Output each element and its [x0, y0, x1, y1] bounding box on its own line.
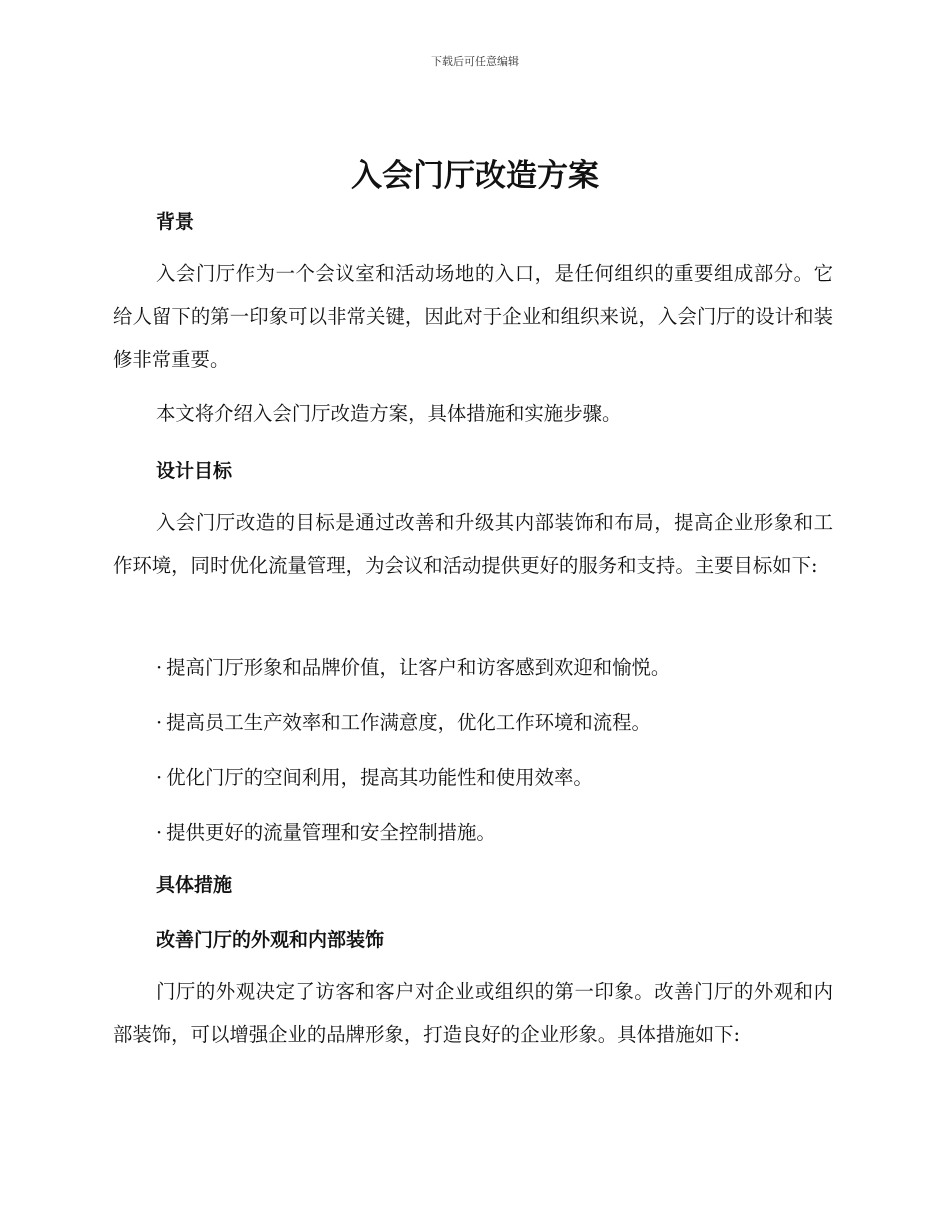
list-item	[156, 817, 496, 845]
bullet-marker: ·	[156, 766, 163, 789]
heading-goals: 设计目标	[156, 460, 233, 482]
heading-background: 背景	[156, 211, 195, 233]
paragraph-goals-1: 入会门厅改造的目标是通过改善和升级其内部装饰和布局，提高企业形象和工作环境，同时优化流量管理，为会议和活动提供更好的服务和支持。主要目标如下:	[113, 511, 833, 577]
list-item-text: 提高门厅形象和品牌价值，让客户和访客感到欢迎和愉悦。	[166, 656, 671, 679]
subheading-appearance: 改善门厅的外观和内部装饰	[156, 929, 385, 951]
list-item-text: 优化门厅的空间利用，提高其功能性和使用效率。	[166, 766, 593, 789]
list-item-text: 提供更好的流量管理和安全控制措施。	[166, 821, 496, 844]
paragraph-background-1: 入会门厅作为一个会议室和活动场地的入口，是任何组织的重要组成部分。它给人留下的第一印象可以非常关键，因此对于企业和组织来说，入会门厅的设计和装修非常重要。	[113, 262, 833, 371]
bullet-marker: ·	[156, 821, 163, 844]
list-item	[156, 652, 670, 680]
heading-measures: 具体措施	[156, 874, 233, 896]
list-item-text: 提高员工生产效率和工作满意度，优化工作环境和流程。	[166, 711, 651, 734]
paragraph-background-2: 本文将介绍入会门厅改造方案，具体措施和实施步骤。	[156, 402, 622, 425]
page-header: 下载后可任意编辑	[431, 55, 519, 68]
list-item	[156, 707, 651, 735]
list-item	[156, 762, 593, 790]
document-title: 入会门厅改造方案	[351, 158, 599, 194]
bullet-marker: ·	[156, 656, 163, 679]
bullet-marker: ·	[156, 711, 163, 734]
paragraph-measures-1: 门厅的外观决定了访客和客户对企业或组织的第一印象。改善门厅的外观和内部装饰，可以增强企业的品牌形象，打造良好的企业形象。具体措施如下:	[113, 980, 833, 1046]
